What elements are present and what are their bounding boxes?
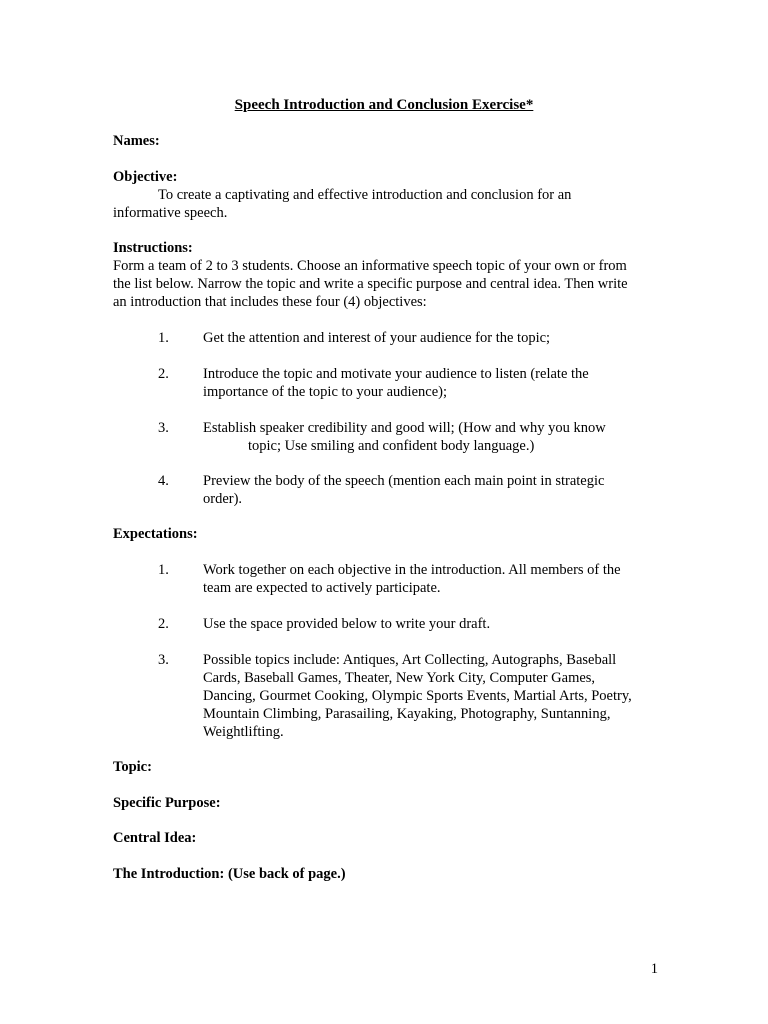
instructions-line-3: an introduction that includes these four (4) objectives: xyxy=(113,294,427,310)
instruction-item-number: 3. xyxy=(158,420,169,436)
instruction-item-number: 4. xyxy=(158,473,169,489)
expectation-item-text: Use the space provided below to write your draft. xyxy=(203,616,491,632)
topic-label: Topic: xyxy=(113,759,152,775)
document-title: Speech Introduction and Conclusion Exercise* xyxy=(234,97,534,113)
central-idea-label: Central Idea: xyxy=(113,830,197,846)
instruction-item-text: Establish speaker credibility and good will; (How and why you know topic; Use smiling and confident body language.) xyxy=(203,420,606,454)
names-label: Names: xyxy=(113,133,160,149)
expectations-label: Expectations: xyxy=(113,526,198,542)
objective-text xyxy=(113,186,658,222)
instructions-line-1: Form a team of 2 to 3 students. Choose an informative speech topic of your own or from xyxy=(113,258,627,274)
instruction-item-text: Preview the body of the speech (mention each main point in strategic order). xyxy=(203,473,605,507)
instruction-item-number: 2. xyxy=(158,366,169,382)
expectation-item-number: 1. xyxy=(158,562,169,578)
introduction-label: The Introduction: (Use back of page.) xyxy=(113,866,346,882)
instructions-text xyxy=(113,257,658,311)
instruction-item-number: 1. xyxy=(158,330,169,346)
expectation-item-text: Possible topics include: Antiques, Art Collecting, Autographs, Baseball Cards, Baseball Games, Theater, New York City, Computer Games, Dancing, Gourmet Cooking, Olympic Sports Events, Martial Arts, Poetry, Mountain Climbing, Parasailing, Kayaking, Photography, Suntanning, Weightlifting. xyxy=(203,652,632,740)
objective-line-2: informative speech. xyxy=(113,205,228,221)
page-number: 1 xyxy=(650,961,658,977)
objective-line-1: To create a captivating and effective introduction and conclusion for an xyxy=(158,187,572,203)
specific-purpose-label: Specific Purpose: xyxy=(113,795,221,811)
instructions-label: Instructions: xyxy=(113,240,193,256)
objective-label: Objective: xyxy=(113,169,178,185)
expectation-item-number: 3. xyxy=(158,652,169,668)
instruction-item-text: Get the attention and interest of your audience for the topic; xyxy=(203,330,551,346)
instruction-item-text: Introduce the topic and motivate your audience to listen (relate the importance of the topic to your audience); xyxy=(203,366,589,400)
expectation-item-number: 2. xyxy=(158,616,169,632)
instructions-line-2: the list below. Narrow the topic and write a specific purpose and central idea. Then write xyxy=(113,276,628,292)
expectation-item-text: Work together on each objective in the introduction. All members of the team are expected to actively participate. xyxy=(203,562,621,596)
